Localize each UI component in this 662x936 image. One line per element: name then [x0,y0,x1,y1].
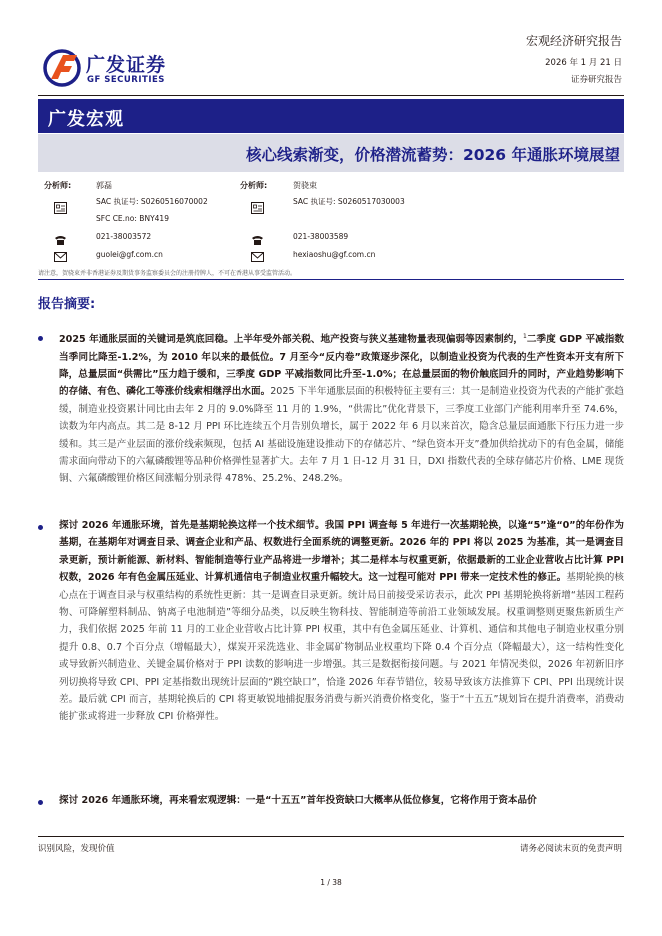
report-date: 2026 年 1 月 21 日 [545,58,622,68]
analyst-label: 分析师: [240,181,268,190]
analyst-email: guolei@gf.com.cn [96,250,163,259]
section-divider [38,279,624,280]
summary-p1-bold: 2025 年通胀层面的关键词是筑底回稳。上半年受外部关税、地产投资与狭义基建物量表现偏弱等因素制约， [59,334,524,346]
phone-icon [54,231,67,243]
summary-p2-bold: 探讨 2026 年通胀环境，首先是基期轮换这样一个技术细节。我国 PPI 调查每 5 年进行一次基期轮换，以逢“5”逢“0”的年份作为基期，在基期年对调查目录、调查企业和产品、权数进行全面系统的调整更新。2026 年的 PPI 将以 2025 为基准，其一是调查目录更新，预计新能源、新材料、智能制造等行业产品将进一步增补；其二是样本与权重更新，依据最新的工业企业营收占比计算 PPI 权数，2026 年有色金属压延业、计算机通信电子制造业权重升幅较大。这一过程可能对 PPI 带来一定技术性的修正。 [59,520,624,584]
bullet-icon [38,525,43,530]
id-card-icon [54,199,67,211]
summary-heading: 报告摘要: [38,297,96,312]
report-category: 宏观经济研究报告 [525,34,622,48]
email-icon [251,248,264,260]
summary-p1-text: 2025 下半年通胀层面的积极特征主要有三：其一是制造业投资为代表的产能扩张趋缓，制造业投资累计同比由去年 2 月的 9.0%降至 11 月的 1.9%，“供需比”优化背景下，三季度工业部门产能利用率升至 74.6%，读数为年内高点。其二是 8-12 月 PPI 环比连续五个月告别负增长，属于 2022 年 6 月以来首次，隐含总量层面通胀下行压力进一步缓和。其三是产业层面的涨价线索频现，包括 AI 基础设施建设推动下的存储芯片、“绿色资本开支”叠加供给扰动下的有色金属，储能需求面向带动下的六氟磷酸锂等品种价格弹性显著扩大。去年 7 月 1 日-12 月 31 日，DXI 指数代表的全球存储芯片价格、LME 现货铜、六氟磷酸锂价格区间涨幅分别录得 478%、25.2%、248.2%。 [59,386,625,485]
footer-disclaimer-note: 请务必阅读末页的免责声明 [519,844,622,854]
analyst-name: 贺骁束 [293,181,317,190]
summary-p2-text: 基期轮换的核心点在于调查目录与权重结构的系统性更新：其一是调查目录更新。统计局日前接受采访表示，此次 PPI 基期轮换将新增“基因工程药物、可降解塑料制品、钠离子电池制造”等细分品类，以反映生物科技、智能制造等前沿工业领域发展。权重调整则更聚焦新质生产力，我们依据 2025 年前 11 月的工业企业营收占比计算 PPI 权重，其中有色金属压延业、计算机、通信和其他电子制造业权重分别提升 0.8、0.7 个百分点（增幅最大），煤炭开采洗选业、非金属矿物制品业权重均下降 0.4 个百分点（降幅最大），这一结构性变化或导致新兴制造业、关键金属价格对于 PPI 读数的影响进一步增强。其三是数据衔接问题。与 2021 年情况类似，2026 年初新旧序列切换将导致 CPI、PPI 定基指数出现统计层面的“跳空缺口”，恰逢 2026 年春节错位，较易导致该方法推算下 CPI、PPI 出现统计误差。最后就 CPI 而言，基期轮换后的 CPI 将更敏锐地捕捉服务消费与新兴消费价格变化，鉴于“十五五”规划旨在提升消费率，消费动能扩张或将进一步释放 CPI 价格弹性。 [59,572,624,723]
summary-paragraph-3 [59,792,624,810]
bullet-icon [38,336,43,341]
summary-paragraph-1 [59,328,624,488]
logo-text-cn: 广发证券 [86,54,167,76]
header-divider [38,95,624,96]
gf-logo-icon [43,49,81,87]
bullet-icon [38,800,43,805]
analyst-sac: SAC 执证号: S0260517030003 [293,197,405,206]
footer-slogan: 识别风险，发现价值 [38,844,115,854]
summary-p1-bold2: 二季度 GDP 平减指数当季同比降至-1.2%，为 2010 年以来的最低位。7 月至今“反内卷”政策逐步深化，以制造业投资为代表的生产性资本开支有所下降，总量层面“供需比”压力趋于缓和，三季度 GDP 平减指数同比升至-1.0%；在总量层面的物价触底回升的同时，产业趋势影响下的存储、有色、磷化工等涨价线索相继浮出水面。 [59,334,624,398]
report-type: 证券研究报告 [570,75,622,85]
column-title: 广发宏观 [48,109,124,130]
analyst-name: 郭磊 [96,181,112,190]
report-title: 核心线索渐变，价格潜流蓄势：2026 年通胀环境展望 [245,146,620,164]
analyst-label: 分析师: [44,181,72,190]
analyst-sac: SAC 执证号: S0260516070002 [96,197,208,206]
phone-icon [251,231,264,243]
page-number: 1 / 38 [320,878,342,887]
logo-text-en: GF SECURITIES [87,75,165,85]
analyst-disclaimer: 请注意，贺骁束并非香港证券及期货事务监察委员会的注册持牌人，不可在香港从事受监管活动。 [38,270,297,277]
footer-divider [38,836,624,837]
summary-paragraph-2 [59,517,624,726]
analyst-phone: 021-38003589 [293,232,349,241]
summary-p3-bold: 探讨 2026 年通胀环境，再来看宏观逻辑：一是“十五五”首年投资缺口大概率从低位修复，它将作用于资本品价 [59,795,537,806]
footnote-marker: 1 [523,333,527,340]
id-card-icon [251,199,264,211]
email-icon [54,248,67,260]
analyst-sfc: SFC CE.no: BNY419 [96,214,169,223]
analyst-phone: 021-38003572 [96,232,152,241]
analyst-email: hexiaoshu@gf.com.cn [293,250,376,259]
column-banner [38,99,624,133]
